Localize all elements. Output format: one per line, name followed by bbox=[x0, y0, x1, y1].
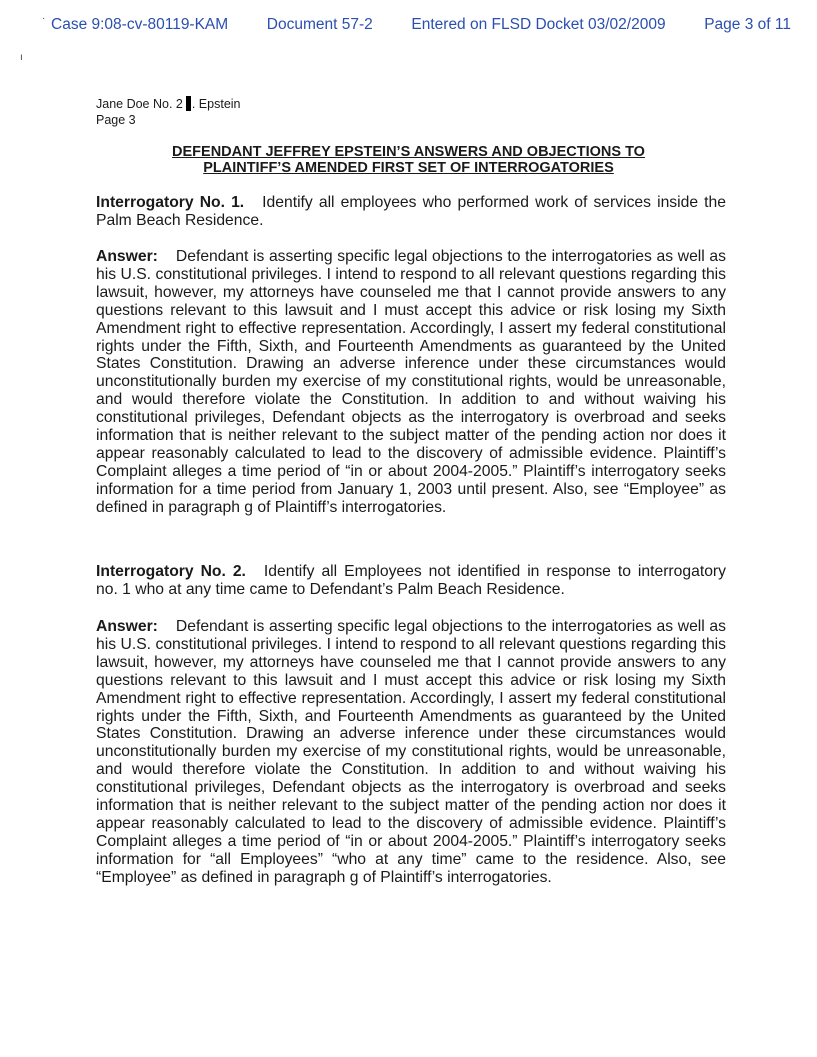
scan-speck: · bbox=[42, 13, 46, 24]
caption-title: Jane Doe No. 2 . Epstein bbox=[96, 97, 241, 111]
page-caption bbox=[96, 96, 241, 128]
interrogatory-2-label: Interrogatory No. 2. bbox=[96, 563, 246, 580]
answer-1 bbox=[96, 248, 726, 517]
interrogatory-2 bbox=[96, 563, 726, 599]
header-document-number: Document 57-2 bbox=[266, 16, 373, 33]
header-case-number: Case 9:08-cv-80119-KAM bbox=[51, 16, 229, 33]
interrogatory-1-text: Identify all employees who performed work of services inside the Palm Beach Residence. bbox=[96, 194, 726, 229]
answer-2 bbox=[96, 618, 726, 887]
docket-header bbox=[51, 16, 791, 34]
answer-2-text: Defendant is asserting specific legal objections to the interrogatories as well as his U.S. constitutional privileges. I intend to respond to all relevant questions regarding this lawsuit, however, my attorneys have counseled me that I cannot provide answers to any questions relevant to this lawsuit and I must accept this advice or risk losing my Sixth Amendment right to effective representation. Accordingly, I assert my federal constitutional rights under the Fifth, Sixth, and Fourteenth Amendments as guaranteed by the United States Constitution. Drawing an adverse inference under these circumstances would unconstitutionally burden my exercise of my constitutional rights, would be unreasonable, and would therefore violate the Constitution. In addition to and without waiving his constitutional privileges, Defendant objects as the interrogatory is overbroad and seeks information that is neither relevant to the subject matter of the pending action nor does it appear reasonably calculated to lead to the discovery of admissible evidence. Plaintiff’s Complaint alleges a time period of “in or about 2004-2005.” Plaintiff’s interrogatory seeks information for “all Employees” “who at any time” came to the residence. Also, see “Employee” as defined in paragraph g of Plaintiff’s interrogatories. bbox=[96, 618, 726, 886]
title-line-2: PLAINTIFF’S AMENDED FIRST SET OF INTERROGATORIES bbox=[203, 160, 614, 176]
document-title bbox=[0, 144, 817, 176]
answer-1-label: Answer: bbox=[96, 248, 158, 265]
answer-2-label: Answer: bbox=[96, 618, 158, 635]
interrogatory-2-text: Identify all Employees not identified in response to interrogatory no. 1 who at any time came to Defendant’s Palm Beach Residence. bbox=[96, 563, 726, 598]
scan-speck: ı bbox=[20, 52, 23, 63]
header-entered-date: Entered on FLSD Docket 03/02/2009 bbox=[411, 16, 666, 33]
interrogatory-1-label: Interrogatory No. 1. bbox=[96, 194, 245, 211]
header-page-number: Page 3 of 11 bbox=[704, 16, 791, 33]
title-line-1: DEFENDANT JEFFREY EPSTEIN’S ANSWERS AND OBJECTIONS TO bbox=[172, 144, 645, 160]
interrogatory-1 bbox=[96, 194, 726, 230]
redaction-bar bbox=[186, 96, 191, 111]
caption-page: Page 3 bbox=[96, 113, 136, 127]
answer-1-text: Defendant is asserting specific legal objections to the interrogatories as well as his U.S. constitutional privileges. I intend to respond to all relevant questions regarding this lawsuit, however, my attorneys have counseled me that I cannot provide answers to any questions relevant to this lawsuit and I must accept this advice or risk losing my Sixth Amendment right to effective representation. Accordingly, I assert my federal constitutional rights under the Fifth, Sixth, and Fourteenth Amendments as guaranteed by the United States Constitution. Drawing an adverse inference under these circumstances would unconstitutionally burden my exercise of my constitutional rights, would be unreasonable, and would therefore violate the Constitution. In addition to and without waiving his constitutional privileges, Defendant objects as the interrogatory is overbroad and seeks information that is neither relevant to the subject matter of the pending action nor does it appear reasonably calculated to lead to the discovery of admissible evidence. Plaintiff’s Complaint alleges a time period of “in or about 2004-2005.” Plaintiff’s interrogatory seeks information for a time period from January 1, 2003 until present. Also, see “Employee” as defined in paragraph g of Plaintiff’s interrogatories. bbox=[96, 248, 726, 516]
